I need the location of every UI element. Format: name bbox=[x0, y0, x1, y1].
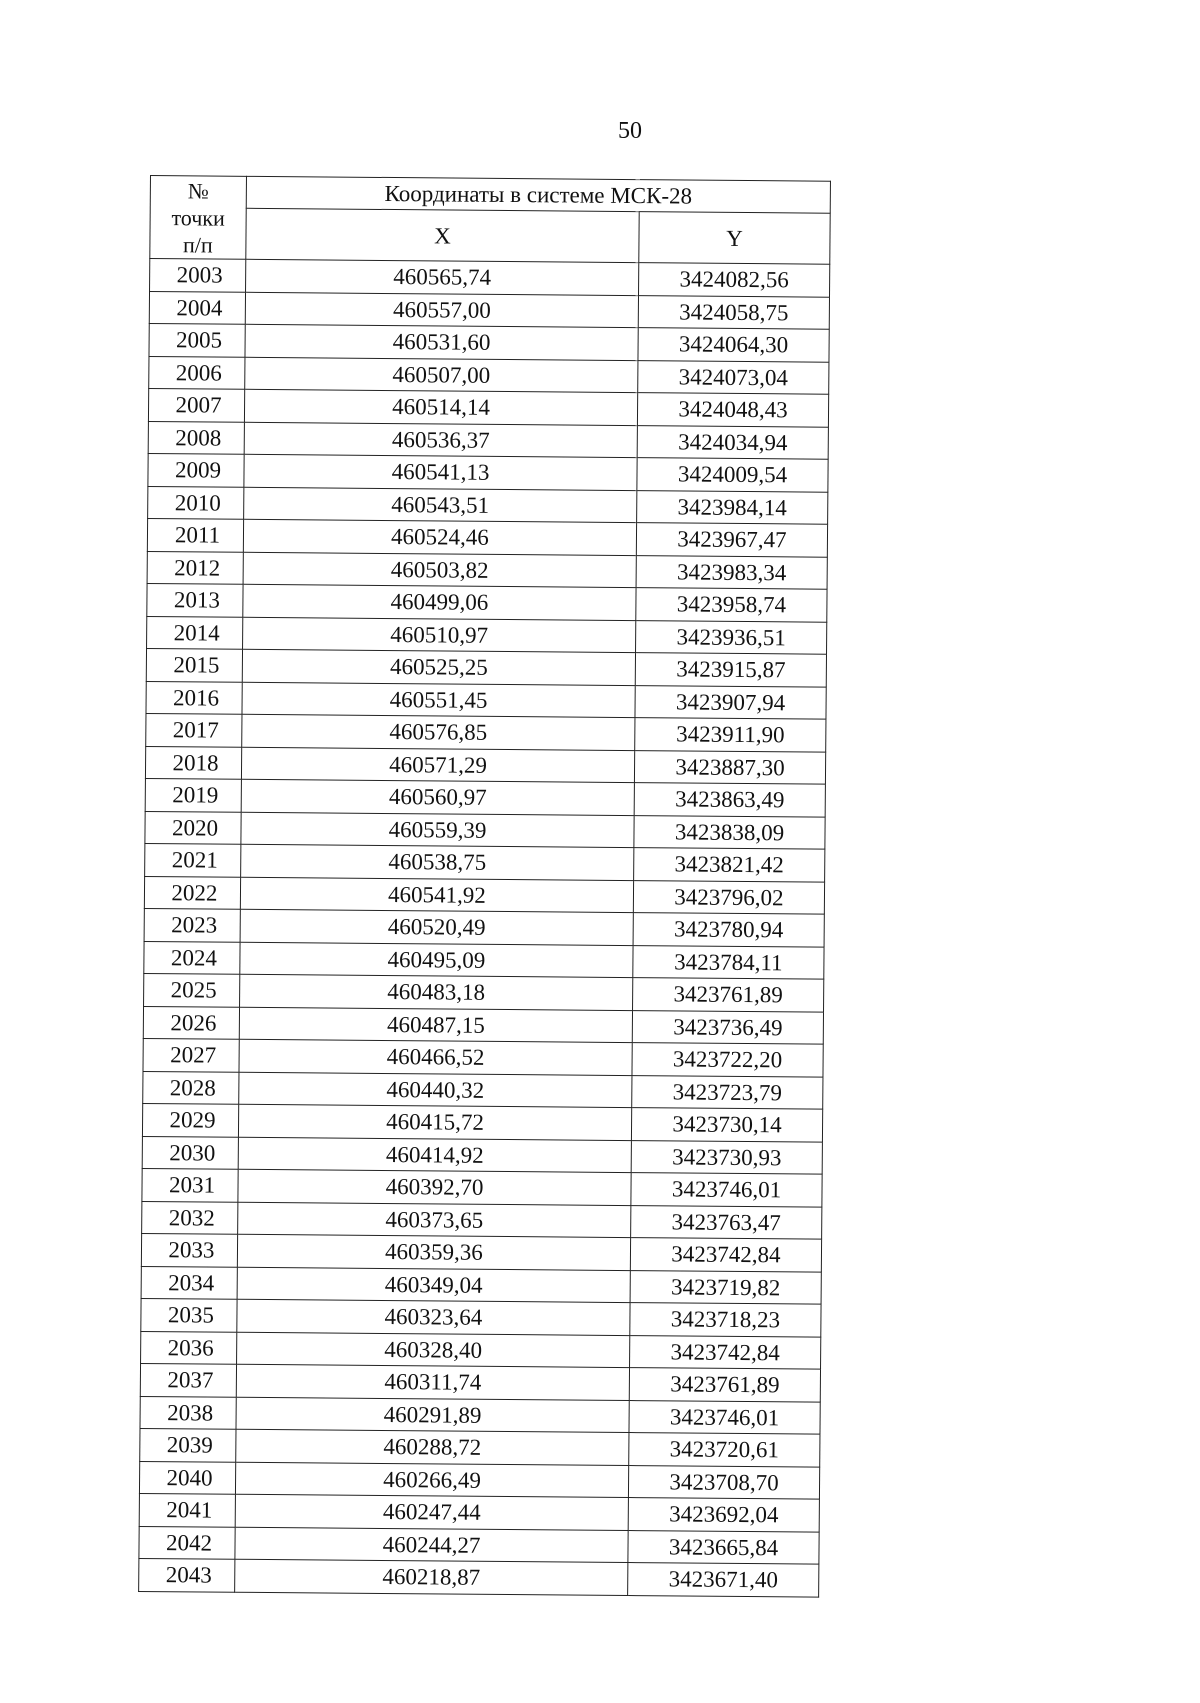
y-coordinate-cell: 3423723,79 bbox=[632, 1075, 823, 1109]
y-coordinate-cell: 3423863,49 bbox=[634, 783, 825, 817]
y-coordinate-cell: 3423719,82 bbox=[630, 1270, 821, 1304]
point-number-cell: 2004 bbox=[149, 291, 245, 324]
point-number-cell: 2009 bbox=[148, 453, 244, 486]
x-coordinate-cell: 460543,51 bbox=[244, 487, 637, 523]
point-number-cell: 2031 bbox=[142, 1168, 238, 1201]
x-coordinate-cell: 460525,25 bbox=[242, 649, 635, 685]
point-number-cell: 2023 bbox=[144, 908, 240, 941]
point-number-cell: 2021 bbox=[145, 843, 241, 876]
y-coordinate-cell: 3424073,04 bbox=[638, 360, 829, 394]
y-coordinate-cell: 3423742,84 bbox=[630, 1238, 821, 1272]
x-coordinate-cell: 460538,75 bbox=[241, 844, 634, 880]
x-coordinate-cell: 460440,32 bbox=[239, 1072, 632, 1108]
point-number-cell: 2022 bbox=[144, 876, 240, 909]
x-coordinate-cell: 460359,36 bbox=[237, 1234, 630, 1270]
x-coordinate-cell: 460244,27 bbox=[235, 1527, 628, 1563]
point-number-cell: 2032 bbox=[142, 1201, 238, 1234]
y-coordinate-cell: 3424034,94 bbox=[637, 425, 828, 459]
point-number-cell: 2015 bbox=[146, 648, 242, 681]
y-coordinate-cell: 3423780,94 bbox=[633, 913, 824, 947]
point-number-cell: 2003 bbox=[150, 259, 246, 292]
x-coordinate-cell: 460328,40 bbox=[237, 1332, 630, 1368]
x-coordinate-cell: 460571,29 bbox=[241, 747, 634, 783]
point-number-header-line1: № bbox=[187, 177, 209, 203]
x-coordinate-cell: 460520,49 bbox=[240, 909, 633, 945]
y-coordinate-cell: 3423763,47 bbox=[631, 1205, 822, 1239]
point-number-cell: 2007 bbox=[148, 388, 244, 421]
point-number-cell: 2017 bbox=[146, 713, 242, 746]
y-coordinate-cell: 3424082,56 bbox=[639, 263, 830, 297]
x-coordinate-cell: 460483,18 bbox=[240, 974, 633, 1010]
y-coordinate-cell: 3423915,87 bbox=[635, 653, 826, 687]
y-coordinate-cell: 3423730,93 bbox=[631, 1140, 822, 1174]
point-number-cell: 2036 bbox=[141, 1331, 237, 1364]
y-coordinate-cell: 3423671,40 bbox=[628, 1563, 819, 1597]
table-header bbox=[150, 176, 831, 265]
x-coordinate-cell: 460414,92 bbox=[238, 1137, 631, 1173]
y-coordinate-cell: 3423730,14 bbox=[631, 1108, 822, 1142]
x-coordinate-cell: 460487,15 bbox=[239, 1007, 632, 1043]
point-number-cell: 2042 bbox=[139, 1526, 235, 1559]
point-number-cell: 2026 bbox=[143, 1006, 239, 1039]
point-number-cell: 2006 bbox=[149, 356, 245, 389]
point-number-cell: 2043 bbox=[139, 1558, 235, 1591]
point-number-header-line3: п/п bbox=[182, 231, 213, 258]
point-number-cell: 2016 bbox=[146, 681, 242, 714]
point-number-cell: 2013 bbox=[147, 583, 243, 616]
y-coordinate-cell: 3423911,90 bbox=[635, 718, 826, 752]
y-coordinate-cell: 3423746,01 bbox=[631, 1173, 822, 1207]
x-coordinate-cell: 460288,72 bbox=[236, 1429, 629, 1465]
y-coordinate-cell: 3423967,47 bbox=[636, 523, 827, 557]
point-number-header bbox=[150, 176, 247, 260]
x-coordinate-cell: 460510,97 bbox=[243, 617, 636, 653]
point-number-cell: 2019 bbox=[145, 778, 241, 811]
y-coordinate-cell: 3423718,23 bbox=[630, 1303, 821, 1337]
y-coordinate-cell: 3423907,94 bbox=[635, 685, 826, 719]
point-number-cell: 2005 bbox=[149, 323, 245, 356]
y-coordinate-cell: 3423784,11 bbox=[633, 945, 824, 979]
y-coordinate-cell: 3423722,20 bbox=[632, 1043, 823, 1077]
x-coordinate-cell: 460565,74 bbox=[246, 259, 639, 295]
x-coordinate-cell: 460541,13 bbox=[244, 454, 637, 490]
table-row bbox=[139, 1558, 819, 1596]
point-number-cell: 2027 bbox=[143, 1038, 239, 1071]
point-number-cell: 2012 bbox=[147, 551, 243, 584]
y-coordinate-cell: 3424058,75 bbox=[638, 295, 829, 329]
point-number-cell: 2020 bbox=[145, 811, 241, 844]
x-coordinate-cell: 460247,44 bbox=[235, 1494, 628, 1530]
x-coordinate-cell: 460311,74 bbox=[236, 1364, 629, 1400]
x-coordinate-cell: 460291,89 bbox=[236, 1397, 629, 1433]
x-coordinate-cell: 460514,14 bbox=[244, 389, 637, 425]
y-coordinate-cell: 3423736,49 bbox=[632, 1010, 823, 1044]
x-coordinate-cell: 460218,87 bbox=[235, 1559, 628, 1595]
y-coordinate-cell: 3423983,34 bbox=[636, 555, 827, 589]
point-number-cell: 2039 bbox=[140, 1428, 236, 1461]
x-coordinate-cell: 460541,92 bbox=[240, 877, 633, 913]
x-coordinate-cell: 460323,64 bbox=[237, 1299, 630, 1335]
table-body bbox=[139, 259, 830, 1597]
y-coordinate-cell: 3423936,51 bbox=[636, 620, 827, 654]
x-coordinate-cell: 460266,49 bbox=[235, 1462, 628, 1498]
point-number-cell: 2038 bbox=[140, 1396, 236, 1429]
x-coordinate-cell: 460557,00 bbox=[245, 292, 638, 328]
x-coordinate-cell: 460507,00 bbox=[245, 357, 638, 393]
x-coordinate-cell: 460551,45 bbox=[242, 682, 635, 718]
x-coordinate-cell: 460466,52 bbox=[239, 1039, 632, 1075]
x-coordinate-cell: 460415,72 bbox=[238, 1104, 631, 1140]
point-number-cell: 2014 bbox=[147, 616, 243, 649]
y-coordinate-cell: 3423742,84 bbox=[630, 1335, 821, 1369]
x-coordinate-cell: 460499,06 bbox=[243, 584, 636, 620]
x-coordinate-cell: 460349,04 bbox=[237, 1267, 630, 1303]
point-number-cell: 2028 bbox=[143, 1071, 239, 1104]
x-coordinate-cell: 460373,65 bbox=[238, 1202, 631, 1238]
point-number-cell: 2018 bbox=[145, 746, 241, 779]
y-coordinate-cell: 3423761,89 bbox=[633, 978, 824, 1012]
x-coordinate-cell: 460576,85 bbox=[242, 714, 635, 750]
x-coordinate-cell: 460531,60 bbox=[245, 324, 638, 360]
point-number-header-line2: точки bbox=[171, 204, 225, 231]
y-coordinate-cell: 3423887,30 bbox=[634, 750, 825, 784]
x-column-header: X bbox=[246, 208, 639, 262]
point-number-cell: 2024 bbox=[144, 941, 240, 974]
page-number: 50 bbox=[618, 118, 642, 144]
y-coordinate-cell: 3424009,54 bbox=[637, 458, 828, 492]
y-coordinate-cell: 3424064,30 bbox=[638, 328, 829, 362]
point-number-cell: 2029 bbox=[142, 1103, 238, 1136]
point-number-cell: 2035 bbox=[141, 1298, 237, 1331]
y-coordinate-cell: 3423665,84 bbox=[628, 1530, 819, 1564]
coordinate-system-header: Координаты в системе МСК-28 bbox=[246, 176, 830, 213]
x-coordinate-cell: 460560,97 bbox=[241, 779, 634, 815]
point-number-cell: 2033 bbox=[141, 1233, 237, 1266]
point-number-cell: 2030 bbox=[142, 1136, 238, 1169]
x-coordinate-cell: 460559,39 bbox=[241, 812, 634, 848]
point-number-cell: 2034 bbox=[141, 1266, 237, 1299]
y-coordinate-cell: 3424048,43 bbox=[637, 393, 828, 427]
y-coordinate-cell: 3423821,42 bbox=[634, 848, 825, 882]
y-coordinate-cell: 3423761,89 bbox=[629, 1368, 820, 1402]
y-coordinate-cell: 3423720,61 bbox=[629, 1433, 820, 1467]
point-number-cell: 2010 bbox=[148, 486, 244, 519]
point-number-cell: 2025 bbox=[144, 973, 240, 1006]
point-number-cell: 2037 bbox=[140, 1363, 236, 1396]
point-number-cell: 2011 bbox=[147, 518, 243, 551]
x-coordinate-cell: 460524,46 bbox=[243, 519, 636, 555]
y-coordinate-cell: 3423692,04 bbox=[628, 1498, 819, 1532]
point-number-cell: 2008 bbox=[148, 421, 244, 454]
y-column-header: Y bbox=[639, 212, 830, 265]
point-number-cell: 2041 bbox=[139, 1493, 235, 1526]
y-coordinate-cell: 3423838,09 bbox=[634, 815, 825, 849]
x-coordinate-cell: 460536,37 bbox=[244, 422, 637, 458]
x-coordinate-cell: 460503,82 bbox=[243, 552, 636, 588]
x-coordinate-cell: 460392,70 bbox=[238, 1169, 631, 1205]
y-coordinate-cell: 3423708,70 bbox=[628, 1465, 819, 1499]
point-number-cell: 2040 bbox=[139, 1461, 235, 1494]
coordinates-table bbox=[138, 175, 831, 1597]
y-coordinate-cell: 3423958,74 bbox=[636, 588, 827, 622]
x-coordinate-cell: 460495,09 bbox=[240, 942, 633, 978]
y-coordinate-cell: 3423984,14 bbox=[637, 490, 828, 524]
y-coordinate-cell: 3423746,01 bbox=[629, 1400, 820, 1434]
y-coordinate-cell: 3423796,02 bbox=[633, 880, 824, 914]
